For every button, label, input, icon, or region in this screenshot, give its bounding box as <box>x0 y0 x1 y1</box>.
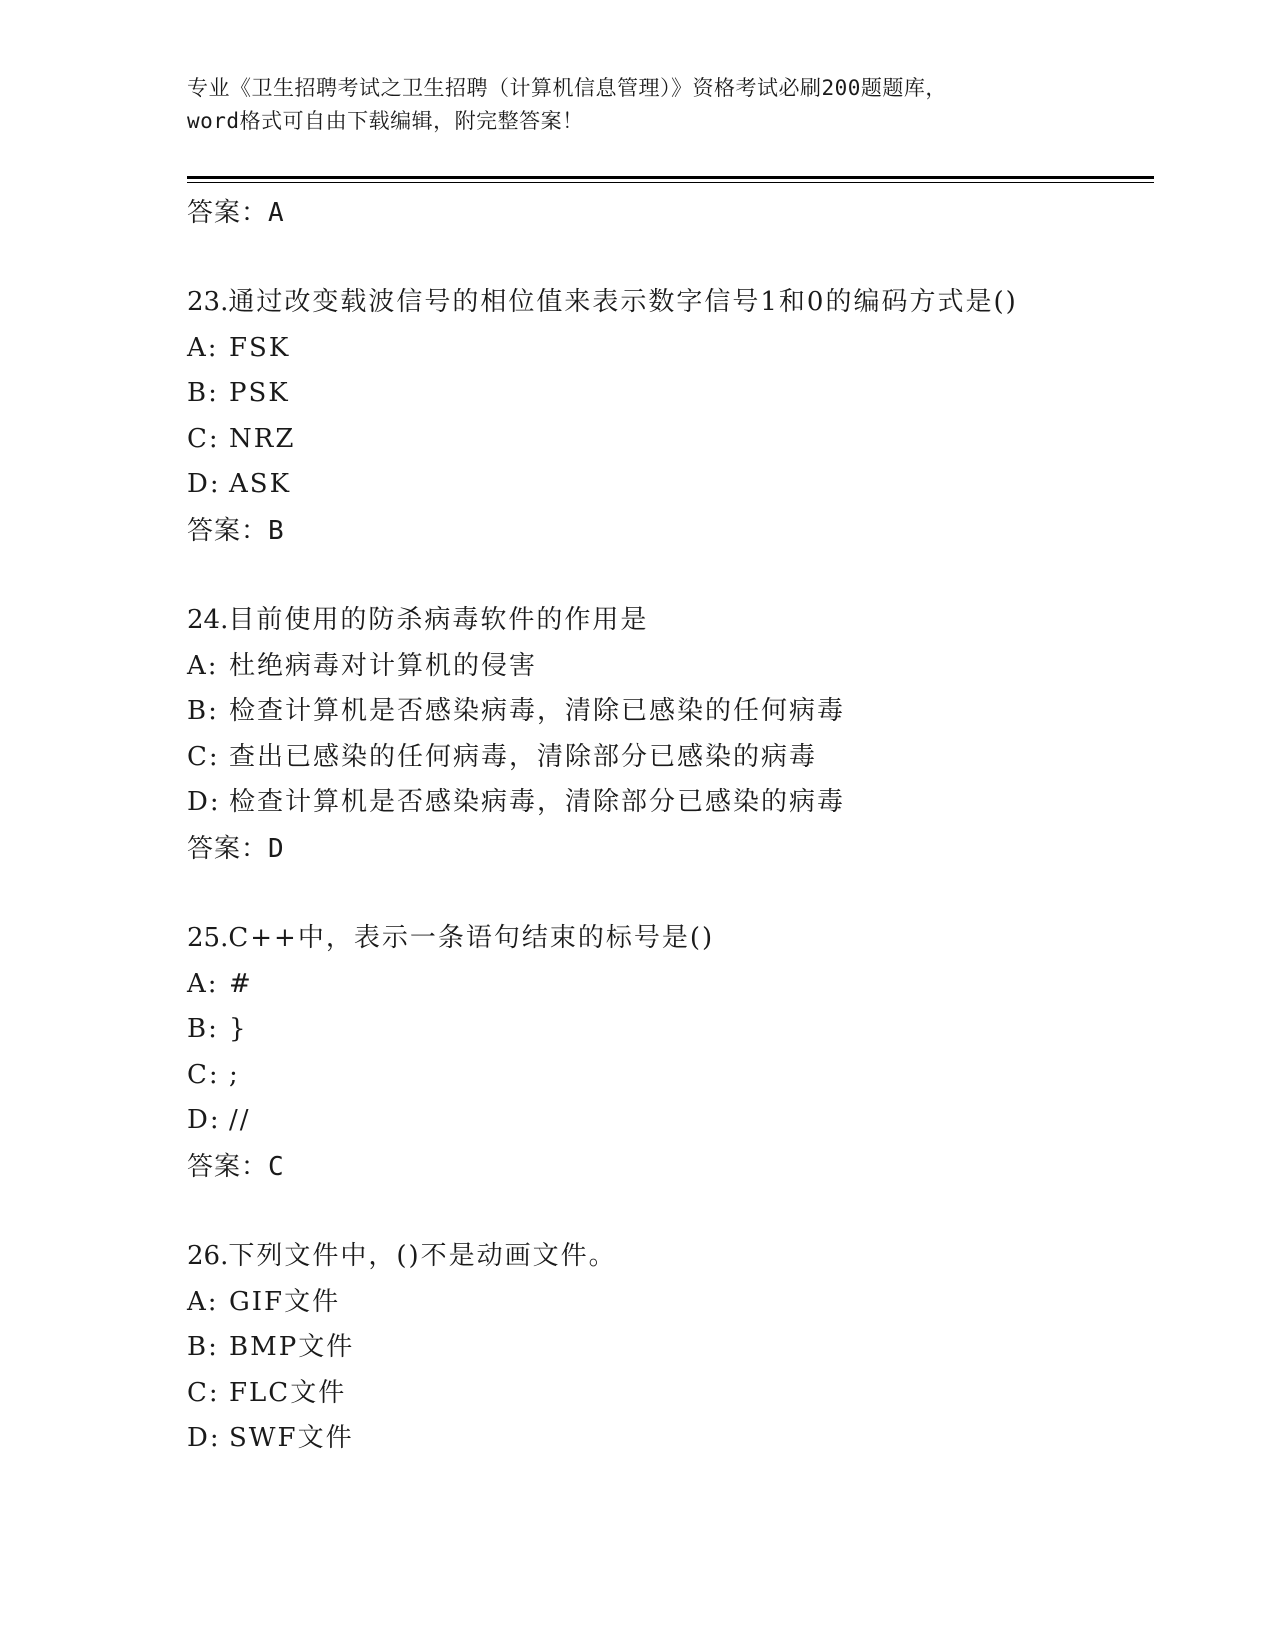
option-b <box>187 371 1147 417</box>
answer-label: 答案： <box>187 198 269 228</box>
answer-line <box>187 1144 1147 1190</box>
option-a <box>187 962 1147 1008</box>
question-text <box>187 598 1147 644</box>
question-number: 23. <box>187 287 229 317</box>
option-d <box>187 1098 1147 1144</box>
option-key: C: <box>187 423 220 454</box>
option-key: D: <box>187 469 221 500</box>
question-block <box>187 598 1147 872</box>
option-c <box>187 417 1147 463</box>
option-a <box>187 1280 1147 1326</box>
question-text <box>187 280 1147 326</box>
option-d <box>187 462 1147 508</box>
question-number: 24. <box>187 604 229 635</box>
option-key: C: <box>187 1059 220 1090</box>
answer-value: D <box>268 833 285 864</box>
option-key: B: <box>187 1332 219 1363</box>
option-key: B: <box>187 1014 219 1045</box>
header-line-2: word格式可自由下载编辑，附完整答案！ <box>187 109 584 133</box>
option-text: PSK <box>229 378 290 409</box>
option-key: B: <box>187 696 219 727</box>
option-text: FLC文件 <box>229 1377 347 1408</box>
option-d <box>187 780 1147 826</box>
option-text: GIF文件 <box>229 1286 341 1317</box>
option-key: A: <box>187 968 219 999</box>
option-text: # <box>229 968 253 999</box>
option-key: C: <box>187 741 220 772</box>
question-number: 26. <box>187 1240 229 1271</box>
option-text: } <box>229 1014 248 1045</box>
answer-line <box>187 826 1147 872</box>
option-text: NRZ <box>229 423 296 454</box>
question-number: 25. <box>187 922 229 953</box>
option-text: 检查计算机是否感染病毒，清除已感染的任何病毒 <box>229 696 846 727</box>
question-stem: C++中，表示一条语句结束的标号是() <box>228 922 715 953</box>
question-block <box>187 1234 1147 1462</box>
option-b <box>187 689 1147 735</box>
option-text: FSK <box>229 332 291 363</box>
question-stem: 通过改变载波信号的相位值来表示数字信号1和0的编码方式是() <box>228 287 1018 317</box>
option-key: D: <box>187 787 221 818</box>
option-c <box>187 1053 1147 1099</box>
option-text: 杜绝病毒对计算机的侵害 <box>229 650 538 681</box>
option-key: C: <box>187 1377 220 1408</box>
header-divider-thick <box>187 176 1154 179</box>
option-a <box>187 326 1147 372</box>
answer-label: 答案： <box>187 1151 269 1182</box>
question-list <box>187 190 1147 1462</box>
question-block <box>187 280 1147 554</box>
option-text: ; <box>229 1059 240 1090</box>
answer-line <box>187 190 1147 236</box>
header-divider-thin <box>187 182 1154 183</box>
option-b <box>187 1325 1147 1371</box>
question-block <box>187 916 1147 1190</box>
option-key: D: <box>187 1423 221 1454</box>
header-line-1: 专业《卫生招聘考试之卫生招聘（计算机信息管理）》资格考试必刷200题题库， <box>187 76 947 100</box>
question-text <box>187 1234 1147 1280</box>
option-b <box>187 1007 1147 1053</box>
option-text: // <box>229 1105 251 1136</box>
option-a <box>187 644 1147 690</box>
option-key: A: <box>187 332 219 363</box>
option-c <box>187 1371 1147 1417</box>
option-key: B: <box>187 378 219 409</box>
option-text: 查出已感染的任何病毒，清除部分已感染的病毒 <box>229 741 818 772</box>
question-stem: 下列文件中，()不是动画文件。 <box>228 1240 617 1271</box>
document-header <box>187 72 1087 138</box>
question-text <box>187 916 1147 962</box>
option-text: ASK <box>229 469 292 500</box>
option-key: A: <box>187 1286 219 1317</box>
option-key: D: <box>187 1105 221 1136</box>
option-d <box>187 1416 1147 1462</box>
answer-value: B <box>268 515 285 546</box>
answer-value: C <box>268 1151 285 1182</box>
answer-value: A <box>268 198 285 228</box>
option-c <box>187 735 1147 781</box>
option-text: BMP文件 <box>229 1332 355 1363</box>
option-text: 检查计算机是否感染病毒，清除部分已感染的病毒 <box>229 787 846 818</box>
answer-label: 答案： <box>187 515 269 546</box>
option-text: SWF文件 <box>229 1423 354 1454</box>
answer-label: 答案： <box>187 833 269 864</box>
answer-line <box>187 508 1147 554</box>
question-stem: 目前使用的防杀病毒软件的作用是 <box>228 604 649 635</box>
option-key: A: <box>187 650 219 681</box>
